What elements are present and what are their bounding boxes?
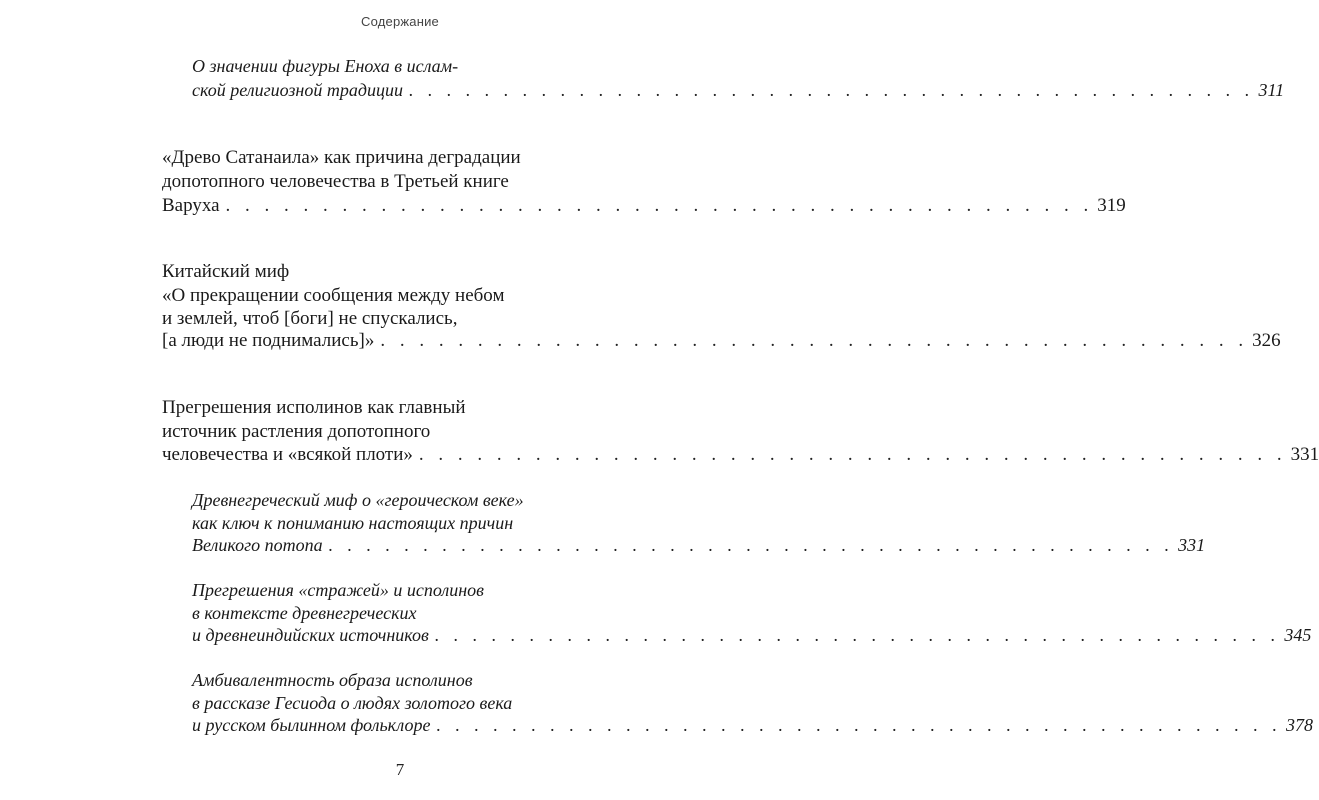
toc-page-number: 311 [1258,80,1285,100]
toc-entry-line: в рассказе Гесиода о людях золотого века [192,693,513,713]
toc-entry-text: Варуха [162,195,220,216]
toc-entry-line: допотопного человечества в Третьей книге [162,171,509,192]
toc-entry-last-line [192,714,1313,736]
dot-leader: . . . . . . . . . . . . . . . . . . . . . . . . . . . . . . . . . . . . . . . . . . . . . [436,715,1282,735]
toc-entry-text: и русском былинном фольклоре [192,715,431,735]
toc-page-number: 331 [1178,535,1206,555]
toc-entry-last-line [162,194,1126,218]
toc-entry-last-line [192,79,1285,101]
dot-leader: . . . . . . . . . . . . . . . . . . . . . . . . . . . . . . . . . . . . . . . . . . . . . [380,330,1249,351]
toc-entry-last-line [192,534,1206,556]
running-header: Содержание [361,14,439,29]
toc-entry-line: Амбивалентность образа исполинов [192,670,473,690]
toc-page-number: 378 [1286,715,1313,735]
toc-entry-text: [а люди не поднимались]» [162,330,375,351]
toc-page-number: 331 [1290,444,1319,465]
toc-entry-text: ской религиозной традиции [192,80,403,100]
toc-entry-line: и землей, чтоб [боги] не спускались, [162,308,458,329]
toc-entry-line: «О прекращении сообщения между небом [162,285,505,306]
toc-entry-text: и древнеиндийских источников [192,625,429,645]
folio-page-number: 7 [395,760,405,779]
toc-entry-line: О значении фигуры Еноха в ислам- [192,56,459,76]
toc-entry-line: как ключ к пониманию настоящих причин [192,513,514,533]
dot-leader: . . . . . . . . . . . . . . . . . . . . . . . . . . . . . . . . . . . . . . . . . . . . . [418,444,1287,465]
dot-leader: . . . . . . . . . . . . . . . . . . . . . . . . . . . . . . . . . . . . . . . . . . . . . [328,535,1175,555]
toc-entry-last-line [162,329,1281,353]
toc-entry-line: Прегрешения «стражей» и исполинов [192,580,484,600]
toc-page-number: 345 [1284,625,1312,645]
toc-entry-line: Прегрешения исполинов как главный [162,397,466,418]
toc-page-number: 326 [1252,330,1281,351]
toc-entry-line: в контексте древнегреческих [192,603,417,623]
toc-page-number: 319 [1097,195,1126,216]
toc-entry-line: источник растления допотопного [162,421,431,442]
toc-entry-last-line [162,443,1319,467]
toc-entry-text: Великого потопа [192,535,323,555]
toc-entry-line: Китайский миф [162,261,290,282]
toc-entry-text: человечества и «всякой плоти» [162,444,413,465]
dot-leader: . . . . . . . . . . . . . . . . . . . . . . . . . . . . . . . . . . . . . . . . . . . . . [225,195,1094,216]
toc-entry-line: «Древо Сатанаила» как причина деградации [162,147,521,168]
toc-entry-line: Древнегреческий миф о «героическом веке» [192,490,524,510]
toc-entry-last-line [192,624,1312,646]
dot-leader: . . . . . . . . . . . . . . . . . . . . . . . . . . . . . . . . . . . . . . . . . . . . . [434,625,1281,645]
dot-leader: . . . . . . . . . . . . . . . . . . . . . . . . . . . . . . . . . . . . . . . . . . . . . [408,80,1255,100]
